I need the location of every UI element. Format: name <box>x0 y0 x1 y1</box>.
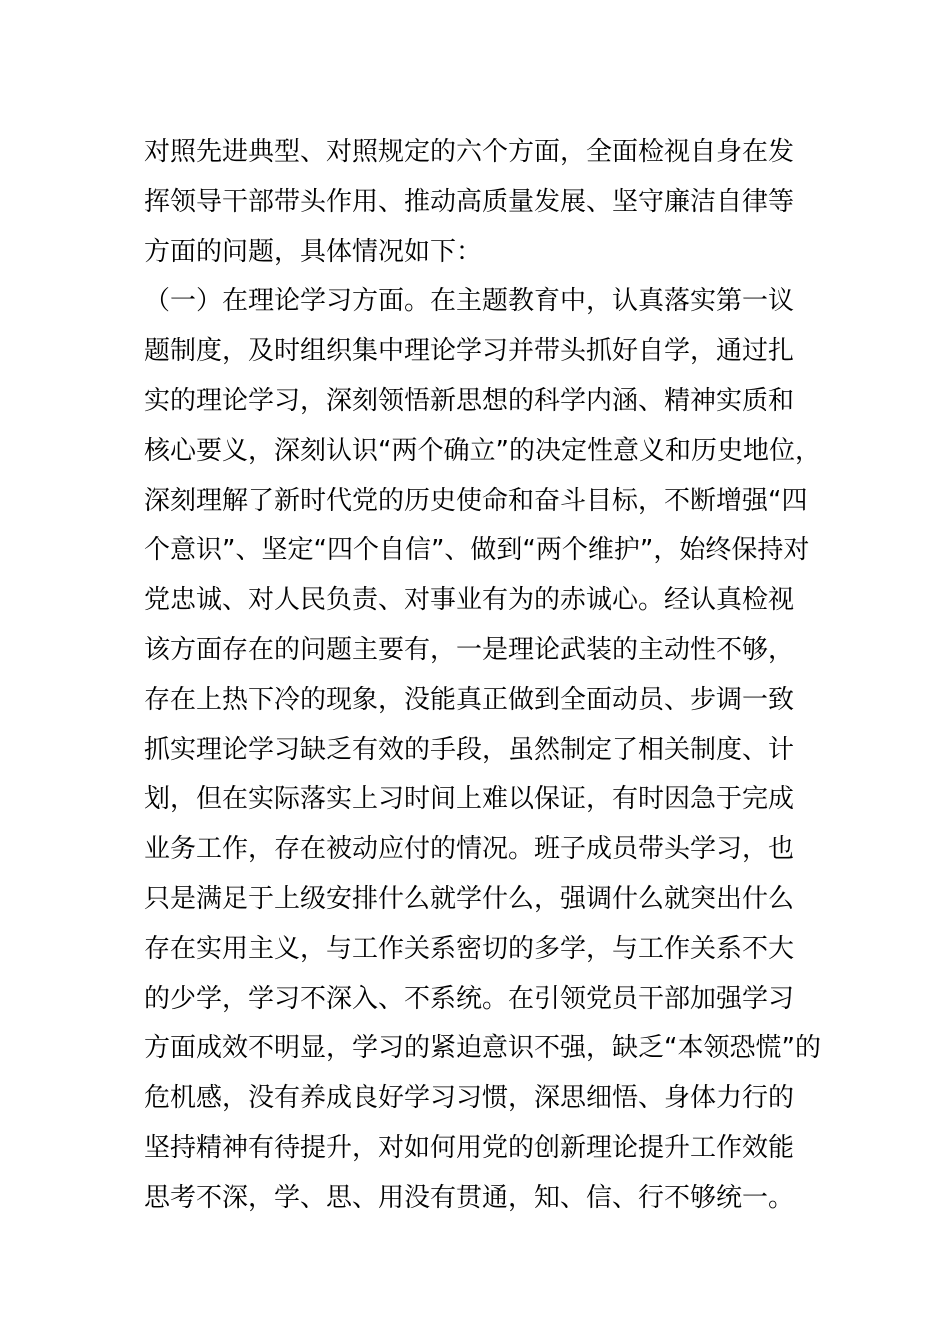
text-line: 划，但在实际落实上习时间上难以保证，有时因急于完成 <box>144 784 795 815</box>
text-line: 核心要义，深刻认识“两个确立”的决定性意义和历史地位， <box>144 435 821 466</box>
text-line: 只是满足于上级安排什么就学什么，强调什么就突出什么 <box>144 883 795 914</box>
text-line: 挥领导干部带头作用、推动高质量发展、坚守廉洁自律等 <box>144 186 795 217</box>
text-line: 方面的问题，具体情况如下： <box>144 236 483 267</box>
text-line: 个意识”、坚定“四个自信”、做到“两个维护”，始终保持对 <box>144 535 810 566</box>
text-line: 业务工作，存在被动应付的情况。班子成员带头学习，也 <box>144 834 795 865</box>
text-line: 题制度，及时组织集中理论学习并带头抓好自学，通过扎 <box>144 336 795 367</box>
text-line: 方面成效不明显，学习的紧迫意识不强，缺乏“本领恐慌”的 <box>144 1033 821 1064</box>
text-line: 对照先进典型、对照规定的六个方面，全面检视自身在发 <box>144 137 795 167</box>
text-line: 党忠诚、对人民负责、对事业有为的赤诚心。经认真检视 <box>144 585 795 616</box>
text-line: 危机感，没有养成良好学习习惯，深思细悟、身体力行的 <box>144 1083 795 1114</box>
text-line: 实的理论学习，深刻领悟新思想的科学内涵、精神实质和 <box>144 385 795 416</box>
text-line: 抓实理论学习缺乏有效的手段，虽然制定了相关制度、计 <box>144 734 795 765</box>
body-text <box>144 128 824 1224</box>
text-line: 的少学，学习不深入、不系统。在引领党员干部加强学习 <box>144 983 795 1014</box>
section-heading-line: （一）在理论学习方面。在主题教育中，认真落实第一议 <box>144 286 795 317</box>
text-line: 存在上热下冷的现象，没能真正做到全面动员、步调一致 <box>144 684 795 715</box>
text-line: 存在实用主义，与工作关系密切的多学，与工作关系不大 <box>144 933 795 964</box>
text-line: 该方面存在的问题主要有，一是理论武装的主动性不够， <box>144 634 795 665</box>
text-line: 思考不深，学、思、用没有贯通，知、信、行不够统一。 <box>144 1182 795 1213</box>
text-line: 坚持精神有待提升，对如何用党的创新理论提升工作效能 <box>144 1132 795 1163</box>
text-line: 深刻理解了新时代党的历史使命和奋斗目标，不断增强“四 <box>144 485 808 516</box>
